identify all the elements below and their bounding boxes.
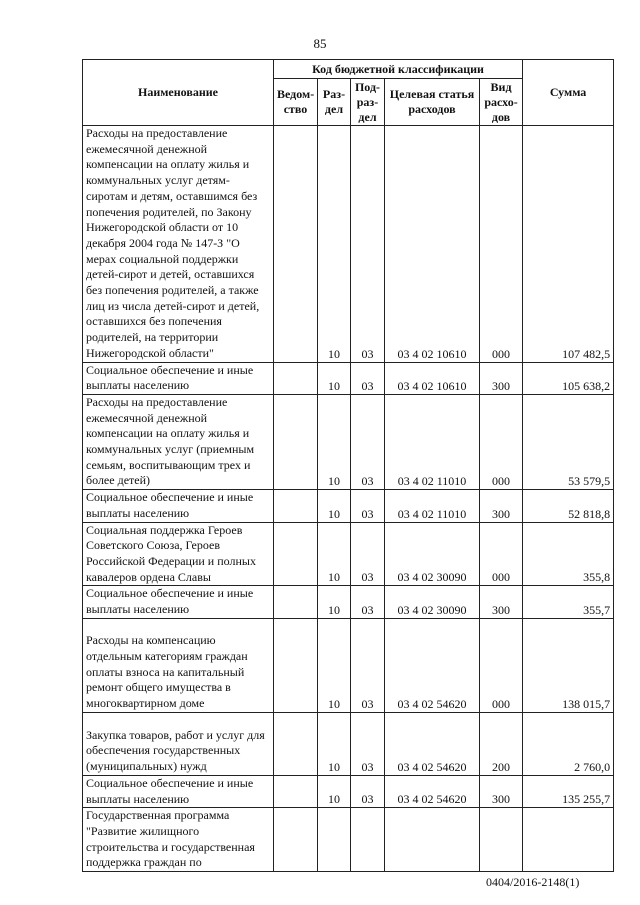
row-ved	[274, 618, 318, 712]
row-podrazdel: 03	[351, 522, 385, 586]
table-row	[83, 490, 614, 522]
row-razdel: 10	[318, 775, 351, 807]
row-ved	[274, 522, 318, 586]
header-name: Наименование	[83, 60, 274, 126]
row-target: 03 4 02 54620	[385, 775, 480, 807]
row-podrazdel: 03	[351, 586, 385, 618]
row-name: Социальное обеспечение и иные выплаты населению	[83, 775, 274, 807]
row-target: 03 4 02 54620	[385, 712, 480, 775]
row-razdel: 10	[318, 522, 351, 586]
row-vid: 000	[480, 394, 523, 489]
row-razdel: 10	[318, 586, 351, 618]
header-sum: Сумма	[523, 60, 614, 126]
row-ved	[274, 362, 318, 394]
row-vid: 300	[480, 586, 523, 618]
row-podrazdel: 03	[351, 126, 385, 363]
row-sum: 53 579,5	[523, 394, 614, 489]
row-sum: 135 255,7	[523, 775, 614, 807]
header-ved: Ведом-ство	[274, 79, 318, 126]
header-razdel: Раз-дел	[318, 79, 351, 126]
row-podrazdel: 03	[351, 490, 385, 522]
row-vid: 200	[480, 712, 523, 775]
row-podrazdel: 03	[351, 618, 385, 712]
header-budget-code: Код бюджетной классификации	[274, 60, 523, 79]
row-vid	[480, 808, 523, 872]
table-row	[83, 618, 614, 712]
row-target	[385, 808, 480, 872]
row-ved	[274, 126, 318, 363]
row-name: Государственная программа "Развитие жилищного строительства и государственная поддержка граждан по	[83, 808, 274, 872]
table-row	[83, 362, 614, 394]
table-row	[83, 586, 614, 618]
header-vid: Вид расхо-дов	[480, 79, 523, 126]
row-name: Закупка товаров, работ и услуг для обеспечения государственных (муниципальных) нужд	[83, 712, 274, 775]
row-razdel: 10	[318, 712, 351, 775]
document-code: 0404/2016-2148(1)	[486, 875, 580, 889]
row-ved	[274, 712, 318, 775]
row-podrazdel: 03	[351, 394, 385, 489]
row-ved	[274, 394, 318, 489]
row-vid: 000	[480, 522, 523, 586]
row-target: 03 4 02 54620	[385, 618, 480, 712]
table-row	[83, 522, 614, 586]
row-name: Расходы на предоставление ежемесячной денежной компенсации на оплату жилья и коммунальных услуг детям-сиротам и детям, оставшимся без попечения родителей, по Закону Нижегородской области от 10 декабря 2004 года № 147-З "О мерах социальной поддержки детей-сирот и детей, оставшихся без попечения родителей, а также лиц из числа детей-сирот и детей, оставшихся без попечения родителей, на территории Нижегородской области"	[83, 126, 274, 363]
table-row	[83, 775, 614, 807]
table-row	[83, 126, 614, 363]
row-target: 03 4 02 30090	[385, 522, 480, 586]
row-sum: 105 638,2	[523, 362, 614, 394]
row-ved	[274, 586, 318, 618]
row-ved	[274, 775, 318, 807]
table-row	[83, 712, 614, 775]
row-target: 03 4 02 10610	[385, 362, 480, 394]
row-vid: 000	[480, 126, 523, 363]
row-sum: 138 015,7	[523, 618, 614, 712]
row-razdel	[318, 808, 351, 872]
header-target: Целевая статья расходов	[385, 79, 480, 126]
row-name: Расходы на компенсацию отдельным категориям граждан оплаты взноса на капитальный ремонт общего имущества в многоквартирном доме	[83, 618, 274, 712]
row-sum: 107 482,5	[523, 126, 614, 363]
row-target: 03 4 02 11010	[385, 490, 480, 522]
row-name: Социальное обеспечение и иные выплаты населению	[83, 362, 274, 394]
row-target: 03 4 02 30090	[385, 586, 480, 618]
table-body	[83, 126, 614, 872]
row-podrazdel: 03	[351, 362, 385, 394]
page-number: 85	[313, 36, 327, 51]
row-ved	[274, 490, 318, 522]
row-sum	[523, 808, 614, 872]
row-vid: 300	[480, 775, 523, 807]
row-vid: 300	[480, 490, 523, 522]
row-razdel: 10	[318, 618, 351, 712]
row-podrazdel: 03	[351, 712, 385, 775]
row-razdel: 10	[318, 490, 351, 522]
header-podrazdel: Под-раз-дел	[351, 79, 385, 126]
row-sum: 52 818,8	[523, 490, 614, 522]
row-vid: 000	[480, 618, 523, 712]
budget-table	[82, 59, 614, 872]
row-sum: 355,7	[523, 586, 614, 618]
row-name: Расходы на предоставление ежемесячной денежной компенсации на оплату жилья и коммунальных услуг (приемным семьям, воспитывающим трех и более детей)	[83, 394, 274, 489]
row-sum: 2 760,0	[523, 712, 614, 775]
table-row	[83, 808, 614, 872]
row-target: 03 4 02 10610	[385, 126, 480, 363]
row-razdel: 10	[318, 126, 351, 363]
row-name: Социальное обеспечение и иные выплаты населению	[83, 586, 274, 618]
row-podrazdel	[351, 808, 385, 872]
row-ved	[274, 808, 318, 872]
row-razdel: 10	[318, 394, 351, 489]
table-row	[83, 394, 614, 489]
row-name: Социальная поддержка Героев Советского Союза, Героев Российской Федерации и полных кавалеров ордена Славы	[83, 522, 274, 586]
row-vid: 300	[480, 362, 523, 394]
row-razdel: 10	[318, 362, 351, 394]
row-sum: 355,8	[523, 522, 614, 586]
row-name: Социальное обеспечение и иные выплаты населению	[83, 490, 274, 522]
row-target: 03 4 02 11010	[385, 394, 480, 489]
row-podrazdel: 03	[351, 775, 385, 807]
